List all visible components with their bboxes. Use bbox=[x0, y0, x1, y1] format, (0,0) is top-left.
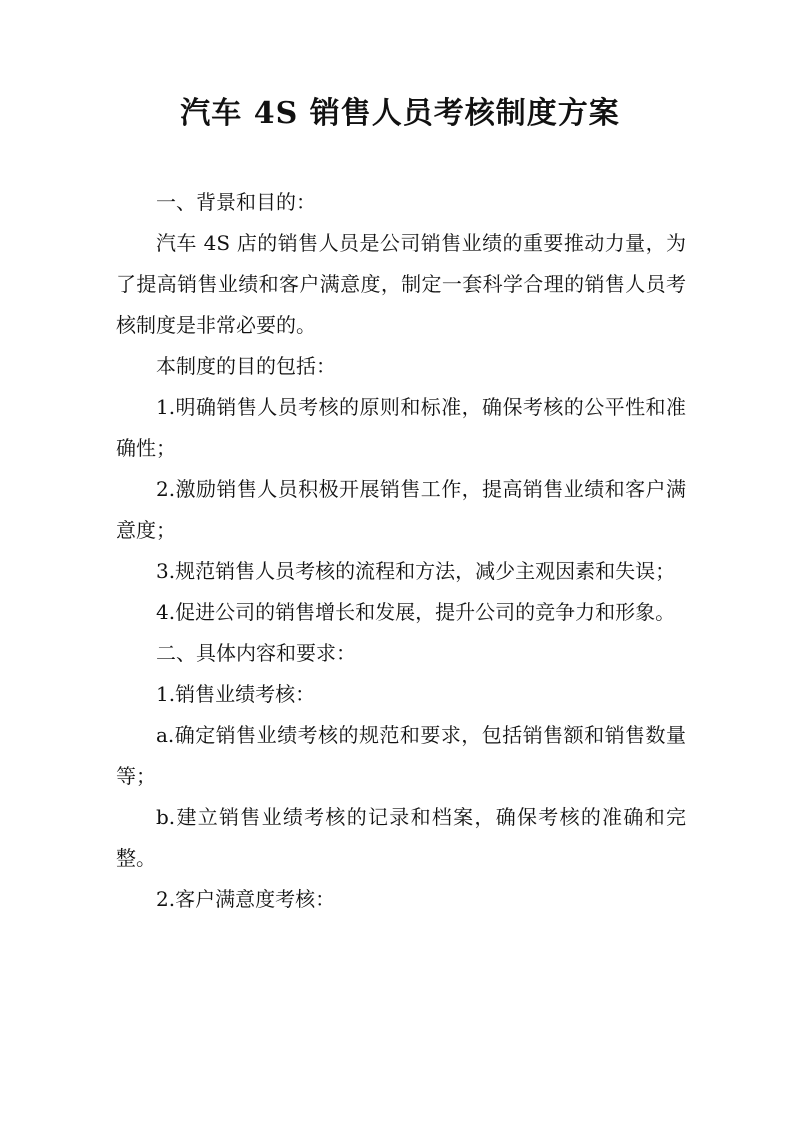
list-item: 4.促进公司的销售增长和发展，提升公司的竞争力和形象。 bbox=[156, 600, 676, 624]
document-title: 汽车 4S 销售人员考核制度方案 bbox=[180, 96, 620, 131]
list-item: a.确定销售业绩考核的规范和要求，包括销售额和销售数量等； bbox=[116, 723, 686, 788]
list-item: 2.激励销售人员积极开展销售工作，提高销售业绩和客户满意度； bbox=[116, 477, 686, 542]
paragraph: 本制度的目的包括： bbox=[156, 354, 336, 378]
subsection-heading: 1.销售业绩考核： bbox=[156, 682, 316, 706]
subsection-heading: 2.客户满意度考核： bbox=[156, 887, 336, 911]
paragraph: 汽车 4S 店的销售人员是公司销售业绩的重要推动力量，为了提高销售业绩和客户满意度，制定一套科学合理的销售人员考核制度是非常必要的。 bbox=[116, 231, 686, 337]
list-item: 3.规范销售人员考核的流程和方法，减少主观因素和失误； bbox=[156, 559, 676, 583]
section-heading: 二、具体内容和要求： bbox=[156, 641, 356, 665]
list-item: b.建立销售业绩考核的记录和档案，确保考核的准确和完整。 bbox=[116, 805, 686, 870]
list-item: 1.明确销售人员考核的原则和标准，确保考核的公平性和准确性； bbox=[116, 395, 686, 460]
section-heading: 一、背景和目的： bbox=[156, 190, 316, 214]
document-body bbox=[116, 182, 686, 920]
